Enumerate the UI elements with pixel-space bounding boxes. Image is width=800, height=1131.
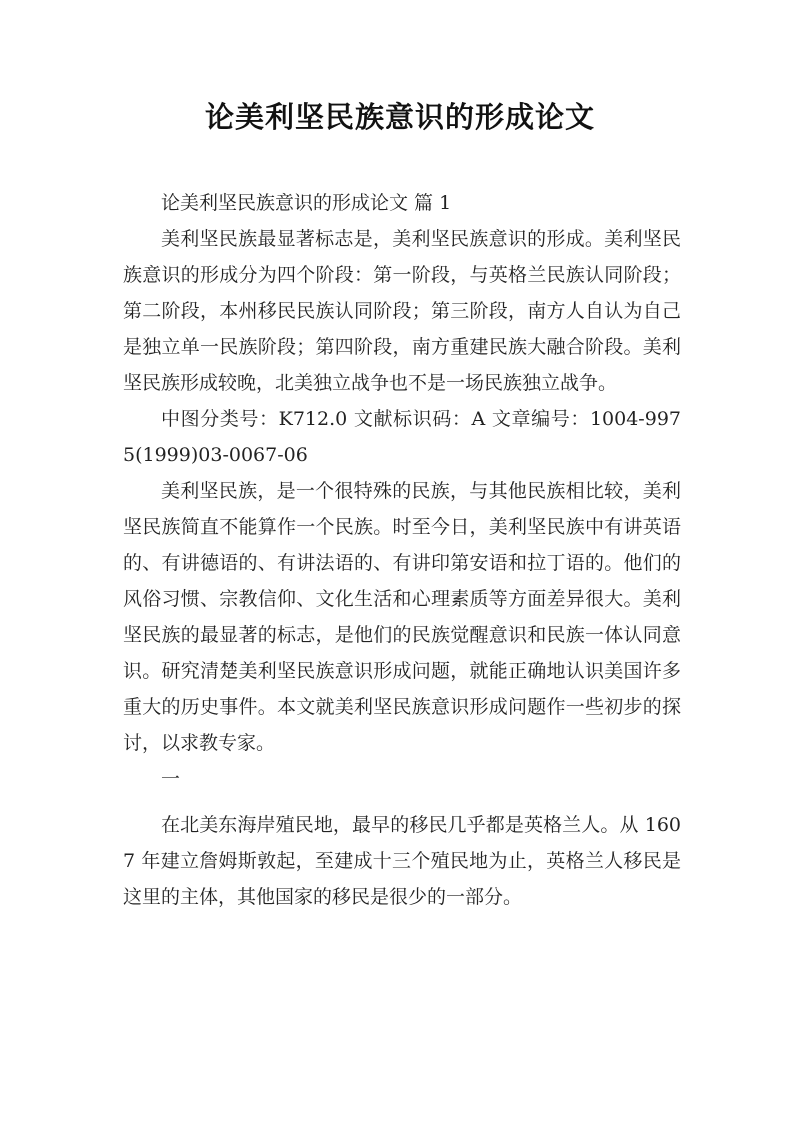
article-subheading: 论美利坚民族意识的形成论文 篇 1 bbox=[161, 192, 452, 214]
paragraph-intro: 美利坚民族，是一个很特殊的民族，与其他民族相比较，美利坚民族简直不能算作一个民族。时至今日，美利坚民族中有讲英语的、有讲德语的、有讲法语的、有讲印第安语和拉丁语的。他们的风俗习惯、宗教信仰、文化生活和心理素质等方面差异很大。美利坚民族的最显著的标志，是他们的民族觉醒意识和民族一体认同意识。研究清楚美利坚民族意识形成问题，就能正确地认识美国许多重大的历史事件。本文就美利坚民族意识形成问题作一些初步的探讨，以求教专家。 bbox=[123, 480, 681, 754]
section-number: 一 bbox=[161, 768, 181, 790]
document-title: 论美利坚民族意识的形成论文 bbox=[204, 100, 595, 134]
paragraph-section-one: 在北美东海岸殖民地，最早的移民几乎都是英格兰人。从 1607 年建立詹姆斯敦起，至建成十三个殖民地为止，英格兰人移民是这里的主体，其他国家的移民是很少的一部分。 bbox=[123, 814, 681, 908]
document-body bbox=[123, 185, 681, 915]
paragraph-abstract: 美利坚民族最显著标志是，美利坚民族意识的形成。美利坚民族意识的形成分为四个阶段：第一阶段，与英格兰民族认同阶段；第二阶段，本州移民民族认同阶段；第三阶段，南方人自认为自己是独立单一民族阶段；第四阶段，南方重建民族大融合阶段。美利坚民族形成较晚，北美独立战争也不是一场民族独立战争。 bbox=[123, 228, 681, 394]
classification-info: 中图分类号：K712.0 文献标识码：A 文章编号：1004-9975(1999)03-0067-06 bbox=[123, 408, 681, 466]
